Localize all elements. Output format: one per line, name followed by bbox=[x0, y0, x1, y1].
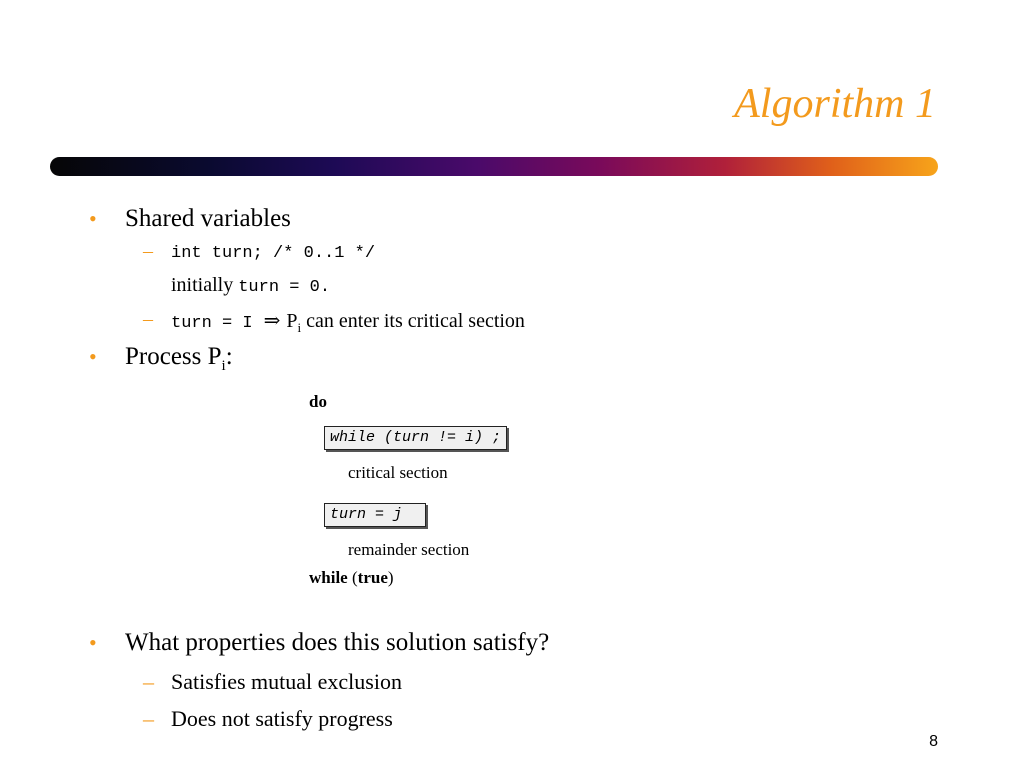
sub-bullet-turn-implies bbox=[143, 308, 525, 336]
turn-j-box: turn = j bbox=[324, 503, 426, 527]
process-subscript: i bbox=[221, 358, 226, 374]
code-turn-init: turn = 0. bbox=[238, 278, 331, 297]
bullet-dot-icon: • bbox=[89, 344, 97, 369]
dash-icon: – bbox=[143, 240, 153, 262]
bullet-label: Shared variables bbox=[125, 205, 291, 232]
process-p: P bbox=[286, 310, 298, 332]
implies-arrow-icon: ⇒ bbox=[263, 310, 281, 332]
critical-section-label: critical section bbox=[348, 463, 448, 482]
paren-close: ) bbox=[387, 568, 394, 587]
do-keyword: do bbox=[309, 392, 327, 411]
dash-icon: – bbox=[143, 706, 154, 731]
title-divider-bar bbox=[50, 157, 938, 176]
paren-open: ( bbox=[351, 568, 358, 587]
critical-section-text: can enter its critical section bbox=[306, 310, 525, 332]
initially-line bbox=[171, 274, 330, 297]
bullet-shared-variables bbox=[89, 205, 291, 233]
process-colon: : bbox=[225, 343, 233, 370]
dash-icon: – bbox=[143, 308, 153, 330]
process-subscript: i bbox=[297, 320, 302, 335]
sub-bullet-mutual-exclusion bbox=[143, 669, 402, 695]
while-keyword: while bbox=[309, 568, 348, 587]
sub-bullet-progress bbox=[143, 706, 393, 732]
true-keyword: true bbox=[357, 568, 388, 587]
answer-mutual-exclusion: Satisfies mutual exclusion bbox=[171, 669, 402, 694]
code-turn-eq-i: turn = I bbox=[171, 314, 253, 333]
question-label: What properties does this solution satisfy? bbox=[125, 629, 550, 656]
remainder-section-label: remainder section bbox=[348, 540, 470, 559]
code-while-true bbox=[309, 568, 394, 588]
slide-title: Algorithm 1 bbox=[734, 81, 936, 127]
process-label: Process P bbox=[125, 343, 222, 370]
sub-bullet-int-turn bbox=[143, 240, 376, 263]
answer-progress: Does not satisfy progress bbox=[171, 706, 393, 731]
bullet-properties-question bbox=[89, 629, 550, 657]
bullet-dot-icon: • bbox=[89, 206, 97, 231]
while-box: while (turn != i) ; bbox=[324, 426, 507, 450]
code-int-turn: int turn; /* 0..1 */ bbox=[171, 244, 376, 263]
bullet-dot-icon: • bbox=[89, 630, 97, 655]
initially-text: initially bbox=[171, 274, 234, 296]
code-do bbox=[309, 392, 327, 412]
dash-icon: – bbox=[143, 669, 154, 694]
page-number: 8 bbox=[929, 733, 938, 750]
bullet-process bbox=[89, 343, 233, 375]
